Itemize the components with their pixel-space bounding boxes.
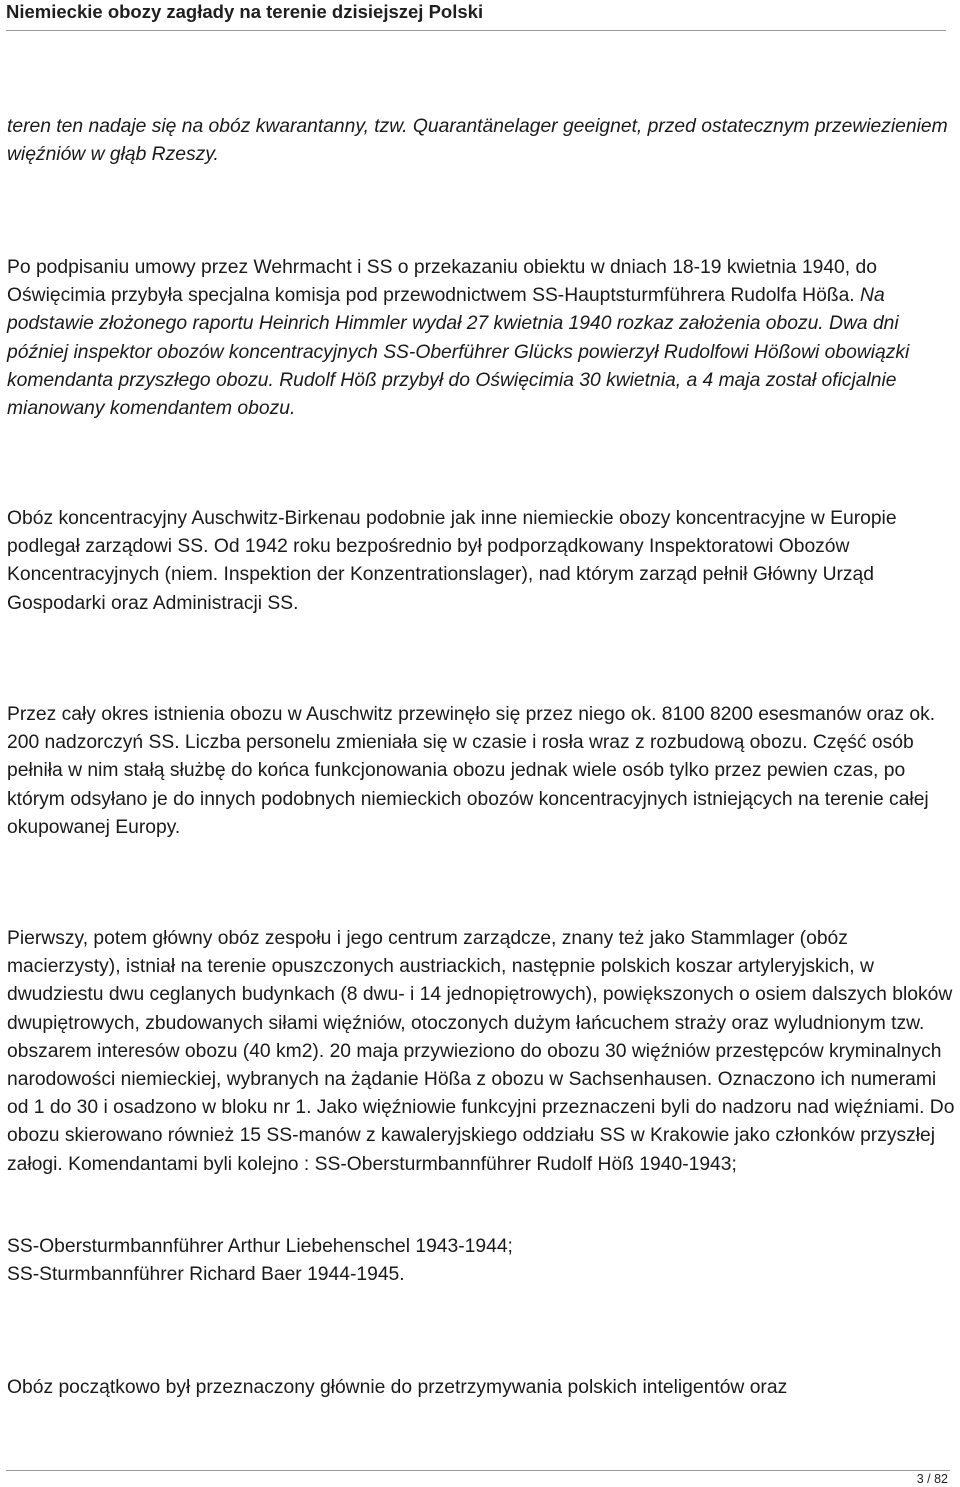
page-header [6,0,946,31]
paragraph-commission: Po podpisaniu umowy przez Wehrmacht i SS o przekazaniu obiektu w dniach 18-19 kwietnia 1940, do Oświęcimia przybyła specjalna komisja pod przewodnictwem SS-Hauptsturmführera Rudolfa Hößa. Na podstawie złożonego raportu Heinrich Himmler wydał 27 kwietnia 1940 rozkaz założenia obozu. Dwa dni później inspektor obozów koncentracyjnych SS-Oberführer Glücks powierzył Rudolfowi Hößowi obowiązki komendanta przyszłego obozu. Rudolf Höß przybył do Oświęcimia 30 kwietnia, a 4 maja został oficjalnie mianowany komendantem obozu. [7,257,910,420]
paragraph-quarantine: teren ten nadaje się na obóz kwarantanny, tzw. Quarantänelager geeignet, przed ostatecznym przewiezieniem więźniów w głąb Rzeszy. [7,116,948,166]
page-number: 3 / 82 [916,1472,948,1486]
document-title: Niemieckie obozy zagłady na terenie dzisiejszej Polski [6,1,484,22]
paragraph-personnel: Przez cały okres istnienia obozu w Auschwitz przewinęło się przez niego ok. 8100 8200 esesmanów oraz ok. 200 nadzorczyń SS. Liczba personelu zmieniała się w czasie i rosła wraz z rozbudową obozu. Część osób pełniła w nim stałą służbę do końca funkcjonowania obozu jednak wiele osób tylko przez pewien czas, po którym odsyłano je do innych podobnych niemieckich obozów koncentracyjnych istniejących na terenie całej okupowanej Europy. [7,704,936,838]
footer-divider [6,1470,950,1471]
paragraph-purpose: Obóz początkowo był przeznaczony głównie do przetrzymywania polskich inteligentów oraz [7,1377,788,1398]
paragraph-administration: Obóz koncentracyjny Auschwitz-Birkenau podobnie jak inne niemieckie obozy koncentracyjne w Europie podlegał zarządowi SS. Od 1942 roku bezpośrednio był podporządkowany Inspektoratowi Obozów Koncentracyjnych (niem. Inspektion der Konzentrationslager), nad którym zarząd pełnił Główny Urząd Gospodarki oraz Administracji SS. [7,508,897,614]
paragraph-commandant-liebehenschel: SS-Obersturmbannführer Arthur Liebehenschel 1943-1944; [7,1236,513,1257]
paragraph-stammlager: Pierwszy, potem główny obóz zespołu i jego centrum zarządcze, znany też jako Stammlager (obóz macierzysty), istniał na terenie opuszczonych austriackich, następnie polskich koszar artyleryjskich, w dwudziestu dwu ceglanych budynkach (8 dwu- i 14 jednopiętrowych), powiększonych o osiem dalszych bloków dwupiętrowych, zbudowanych siłami więźniów, otoczonych dużym łańcuchem straży oraz wyludnionym tzw. obszarem interesów obozu (40 km2). 20 maja przywieziono do obozu 30 więźniów przestępców kryminalnych narodowości niemieckiej, wybranych na żądanie Hößa z obozu w Sachsenhausen. Oznaczono ich numerami od 1 do 30 i osadzono w bloku nr 1. Jako więźniowie funkcyjni przeznaczeni byli do nadzoru nad więźniami. Do obozu skierowano również 15 SS-manów z kawaleryjskiego oddziału SS w Krakowie jako członków przyszłej załogi. Komendantami byli kolejno : SS-Obersturmbannführer Rudolf Höß 1940-1943; [7,928,955,1175]
paragraph-commandant-baer: SS-Sturmbannführer Richard Baer 1944-1945. [7,1264,405,1285]
